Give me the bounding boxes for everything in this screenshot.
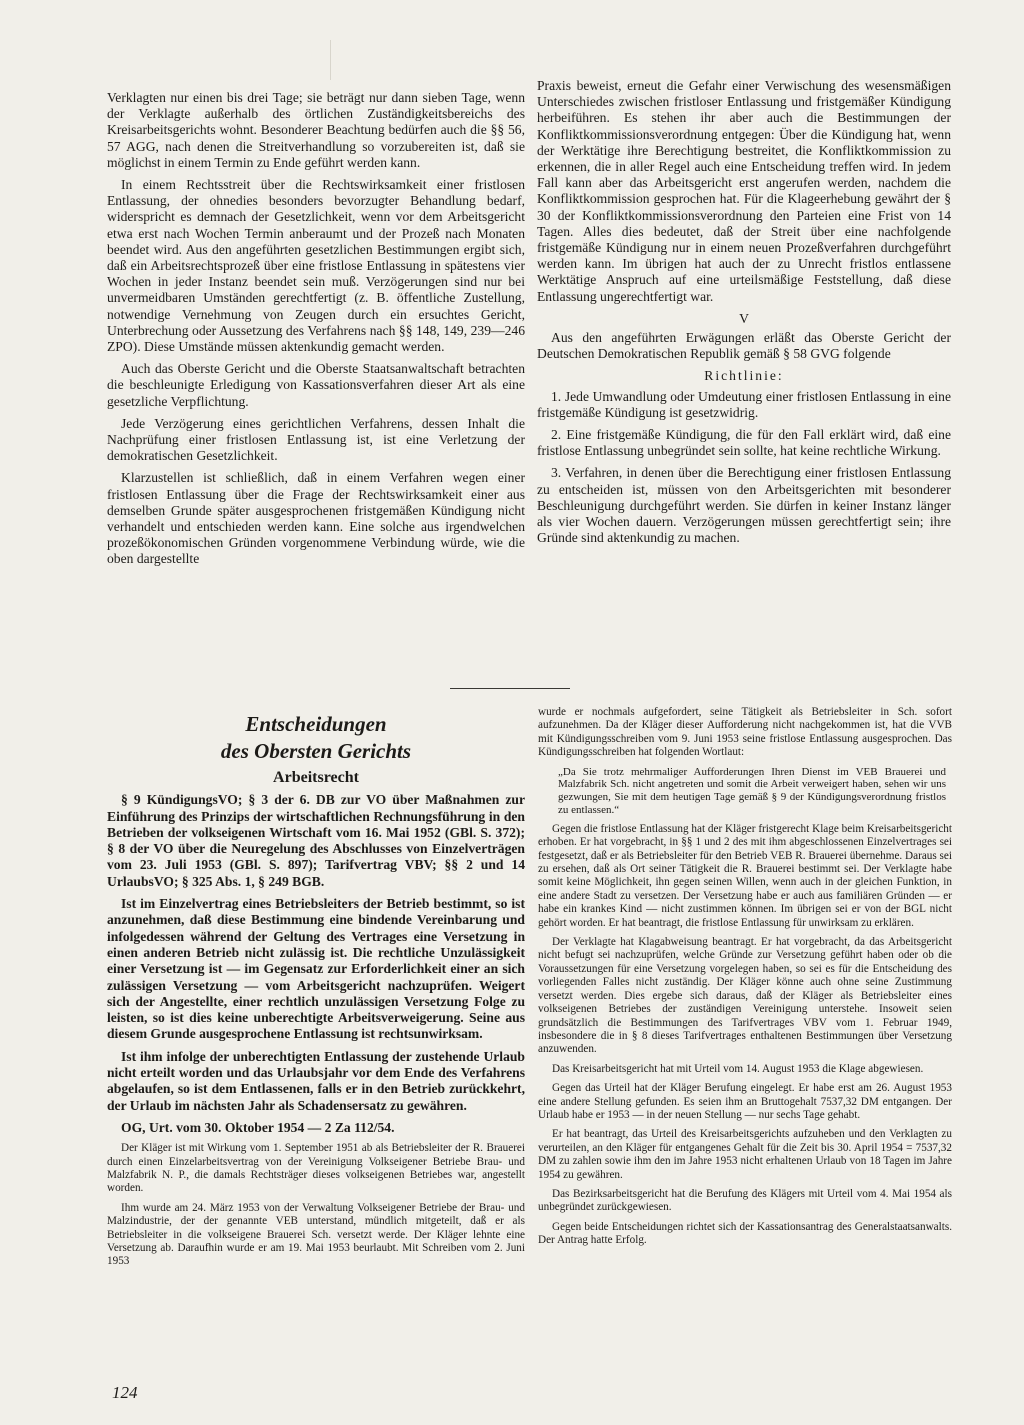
- facts-paragraph: Ihm wurde am 24. März 1953 von der Verwaltung Volkseigener Betriebe der Brau- und Malzindustrie, der der genannte VEB unterstand, mündlich mitgeteilt, daß er als Betriebsleiter in die volkseigene Brauerei Sch. versetzt werde. Der Kläger lehnte eine Versetzung ab. Daraufhin wurde er am 19. Mai 1953 beurlaubt. Mit Schreiben vom 2. Juni 1953: [107, 1201, 525, 1268]
- section-heading-line1: Entscheidungen: [245, 712, 387, 736]
- subheading: Arbeitsrecht: [273, 769, 359, 786]
- paragraph: Das Kreisarbeitsgericht hat mit Urteil vom 14. August 1953 die Klage abgewiesen.: [552, 1062, 924, 1075]
- page-number: 124: [112, 1383, 138, 1402]
- paragraph: wurde er nochmals aufgefordert, seine Tätigkeit als Betriebsleiter in Sch. sofort aufzunehmen. Da der Kläger dieser Aufforderung nicht nachgekommen ist, hat die VVB mit Kündigungsschreiben vom 9. Juni 1953 seine fristlose Entlassung ausgesprochen. Das Kündigungsschreiben hat folgenden Wortlaut:: [538, 706, 952, 759]
- richtlinie-item: 1. Jede Umwandlung oder Umdeutung einer fristlosen Entlassung in eine fristgemäße Kündigung ist gesetzwidrig.: [537, 388, 951, 420]
- paragraph: Gegen die fristlose Entlassung hat der Kläger fristgerecht Klage beim Kreisarbeitsgericht erhoben. Er hat vorgebracht, in §§ 1 und 2 des mit ihm abgeschlossenen Einzelvertrages sei festgesetzt, daß er als Betriebsleiter für den Betrieb VEB R. Brauerei übernehme. Daraus sei zu ersehen, daß als Ort seiner Tätigkeit die R. Brauerei bestimmt sei. Der Verklagte habe somit keine Möglichkeit, ihn gegen seinen Willen, wenn auch in der gleichen Funktion, in eine andere Stadt zu versetzen. Der Versetzung habe er auch aus familiären Gründen — er habe ein krankes Kind — nicht zustimmen können. Im übrigen sei er von der BGL nicht gehört worden. Er hat beantragt, die fristlose Entlassung für unwirksam zu erklären.: [538, 822, 952, 929]
- section-number: V: [739, 310, 749, 326]
- richtlinie-heading: Richtlinie:: [704, 368, 784, 384]
- paragraph: Aus den angeführten Erwägungen erläßt das Oberste Gericht der Deutschen Demokratischen Republik gemäß § 58 GVG folgende: [537, 330, 951, 362]
- richtlinie-item: 3. Verfahren, in denen über die Berechtigung einer fristlosen Entlassung zu entscheiden ist, müssen von den Arbeitsgerichten mit besonderer Beschleunigung durchgeführt werden. Sie dürfen in keiner Instanz länger als vier Wochen dauern. Verzögerungen müssen gerechtfertigt sein; ihre Gründe sind aktenkundig zu machen.: [537, 465, 951, 546]
- paragraph: Jede Verzögerung eines gerichtlichen Verfahrens, dessen Inhalt die Nachprüfung einer fristlosen Entlassung ist, ist eine Verletzung der demokratischen Gesetzlichkeit.: [107, 415, 525, 464]
- section-divider: [450, 688, 570, 689]
- decision-reference: OG, Urt. vom 30. Oktober 1954 — 2 Za 112/54.: [121, 1119, 395, 1135]
- headnote: Ist ihm infolge der unberechtigten Entlassung der zustehende Urlaub nicht erteilt worden und das Urlaubsjahr vor dem Ende des Verfahrens abgelaufen, so ist dem Entlassenen, falls er in den Betrieb zurückkehrt, der Urlaub im nächsten Jahr als Schadensersatz zu gewähren.: [107, 1048, 525, 1113]
- bottom-right-column: [538, 706, 952, 1254]
- bottom-left-column: [107, 712, 525, 1275]
- paragraph: In einem Rechtsstreit über die Rechtswirksamkeit einer fristlosen Entlassung, der ohnedies besonders bevorzugter Behandlung bedarf, widerspricht es demnach der Gesetzlichkeit, wenn vor dem Arbeitsgericht etwa erst nach Wochen Termin anberaumt und der Prozeß nach Monaten beendet wird. Aus den angeführten gesetzlichen Bestimmungen ergibt sich, daß ein Arbeitsrechtsprozeß über eine fristlose Entlassung in spätestens vier Wochen in jeder Instanz beendet sein muß. Verzögerungen sind nur bei unvermeidbaren Umständen gerechtfertigt (z. B. öffentliche Zustellung, notwendige Vernehmung von Zeugen durch ein ersuchtes Gericht, Unterbrechung oder Aussetzung des Verfahrens nach §§ 148, 149, 239—246 ZPO). Diese Umstände müssen aktenkundig gemacht werden.: [107, 177, 525, 355]
- paragraph: Gegen beide Entscheidungen richtet sich der Kassationsantrag des Generalstaatsanwalts. Der Antrag hatte Erfolg.: [538, 1220, 952, 1247]
- richtlinie-item: 2. Eine fristgemäße Kündigung, die für den Fall erklärt wird, daß eine fristlose Entlassung unbegründet sein sollte, hat keine rechtliche Wirkung.: [537, 427, 951, 459]
- paragraph: Das Bezirksarbeitsgericht hat die Berufung des Klägers mit Urteil vom 4. Mai 1954 als unbegründet zurückgewiesen.: [538, 1187, 952, 1214]
- paragraph: Gegen das Urteil hat der Kläger Berufung eingelegt. Er habe erst am 26. August 1953 eine andere Stellung gefunden. Es seien ihm an Bruttogehalt 7537,32 DM entgangen. Der Urlaub habe er 1953 — in der neuen Stellung — nur sechs Tage gehabt.: [538, 1082, 952, 1121]
- paragraph: Er hat beantragt, das Urteil des Kreisarbeitsgerichts aufzuheben und den Verklagten zu verurteilen, an den Kläger für entgangenes Gehalt für die Zeit bis 30. April 1954 = 7537,32 DM zu zahlen sowie ihm den im Jahre 1953 nicht erhaltenen Urlaub von 18 Tagen im Jahre 1954 zu gewähren.: [538, 1128, 952, 1181]
- headnote: Ist im Einzelvertrag eines Betriebsleiters der Betrieb bestimmt, so ist anzunehmen, daß diese Bestimmung eine bindende Vereinbarung und infolgedessen während der Geltung des Vertrages eine Versetzung in einen anderen Betrieb nicht zulässig ist. Die rechtliche Unzulässigkeit einer Versetzung ist — im Gegensatz zur Erforderlichkeit einer an sich zulässigen Versetzung — vom Arbeitsgericht nachzuprüfen. Weigert sich der Angestellte, einer rechtlich unzulässigen Versetzung Folge zu leisten, so ist dies keine unberechtigte Arbeitsverweigerung. Seine aus diesem Grunde ausgesprochene Entlassung ist rechtsunwirksam.: [107, 896, 525, 1042]
- legal-citation: § 9 KündigungsVO; § 3 der 6. DB zur VO über Maßnahmen zur Einführung des Prinzips der wirtschaftlichen Rechnungsführung in den Betrieben der volkseigenen Wirtschaft vom 16. Mai 1952 (GBl. S. 372); § 8 der VO über die Neuregelung des Abschlusses von Einzelverträgen vom 23. Juli 1953 (GBl. S. 897); Tarifvertrag VBV; §§ 2 und 14 UrlaubsVO; § 325 Abs. 1, § 249 BGB.: [107, 792, 525, 889]
- section-heading-line2: des Obersten Gerichts: [220, 739, 412, 763]
- paragraph: Auch das Oberste Gericht und die Oberste Staatsanwaltschaft betrachten die beschleunigte Erledigung von Kassationsverfahren dieser Art als eine gesetzliche Verpflichtung.: [107, 361, 525, 409]
- paragraph: Der Verklagte hat Klagabweisung beantragt. Er hat vorgebracht, da das Arbeitsgericht nicht befugt sei nachzuprüfen, welche Gründe zur Versetzung geführt haben oder ob die Voraussetzungen für eine Versetzung vorgelegen haben, so sei es für die Entscheidung des vorliegenden Falles nicht zuständig. Der Kläger könne auch ohne seine Zustimmung versetzt werden. Dies ergebe sich daraus, daß der Kläger als Betriebsleiter eines volkseigenen Betriebes der zuständigen Vereinigung unterstehe. Insoweit seien grundsätzlich die Bestimmungen des Tarifvertrages VBV vom 1. Februar 1949, insbesondere die in § 8 dieses Tarifvertrages enthaltenen Bestimmungen über Versetzung anzuwenden.: [538, 936, 952, 1056]
- facts-paragraph: Der Kläger ist mit Wirkung vom 1. September 1951 ab als Betriebsleiter der R. Brauerei durch einen Einzelarbeitsvertrag von der Vereinigung Volkseigener Betriebe Brau- und Malzfabrik N. P., die damals Rechtsträger dieses volkseigenen Betriebes war, angestellt worden.: [107, 1142, 525, 1195]
- paragraph: Verklagten nur einen bis drei Tage; sie beträgt nur dann sieben Tage, wenn der Verklagte außerhalb des örtlichen Zuständigkeitsbereichs des Kreisarbeitsgerichts wohnt. Besonderer Beachtung bedürfen auch die §§ 56, 57 AGG, nach denen die Streitverhandlung so vorzubereiten ist, daß sie möglichst in einem Termin zu Ende geführt werden kann.: [107, 90, 525, 170]
- paragraph: Praxis beweist, erneut die Gefahr einer Verwischung des wesensmäßigen Unterschiedes zwischen fristloser Entlassung und fristgemäßer Kündigung herbeiführen. Es stehen ihr aber auch die Bestimmungen der Konfliktkommissionsverordnung entgegen: Über die Kündigung hat, wenn der Werktätige ihre Berechtigung bestreitet, die Konfliktkommission zu erkennen, die in aller Regel auch eine Entscheidung treffen wird. In jedem Fall kann aber das Arbeitsgericht erst angerufen werden, nachdem die Konfliktkommission gesprochen hat. Für die Klageerhebung gewährt der § 30 der Konfliktkommissionsverordnung den Parteien eine Frist von 14 Tagen. Alles dies bedeutet, daß der Streit über eine nachfolgende fristgemäße Kündigung nur in einem neuen Prozeßverfahren durchgeführt werden kann. Im übrigen hat auch der zu Unrecht fristlos entlassene Werktätige Anspruch auf eine urteilsmäßige Feststellung, daß diese Entlassung ungerechtfertigt war.: [537, 78, 951, 304]
- quoted-letter: „Da Sie trotz mehrmaliger Aufforderungen Ihren Dienst im VEB Brauerei und Malzfabrik Sch. nicht angetreten und somit die Arbeit verweigert haben, sehen wir uns gezwungen, Sie mit dem heutigen Tage gemäß § 9 der Kündigungsverordnung fristlos zu entlassen.“: [558, 765, 946, 817]
- top-left-column: [107, 90, 525, 574]
- scan-crease-line: [330, 40, 331, 80]
- paragraph: Klarzustellen ist schließlich, daß in einem Verfahren wegen einer fristlosen Entlassung über die Frage der Rechtswirksamkeit einer aus demselben Grunde später ausgesprochenen fristgemäßen Kündigung nicht verhandelt und entschieden werden kann. Eine solche aus irgendwelchen prozeßökonomischen Gründen vorgenommene Verbindung würde, wie die oben dargestellte: [107, 470, 525, 567]
- top-right-column: [537, 78, 951, 552]
